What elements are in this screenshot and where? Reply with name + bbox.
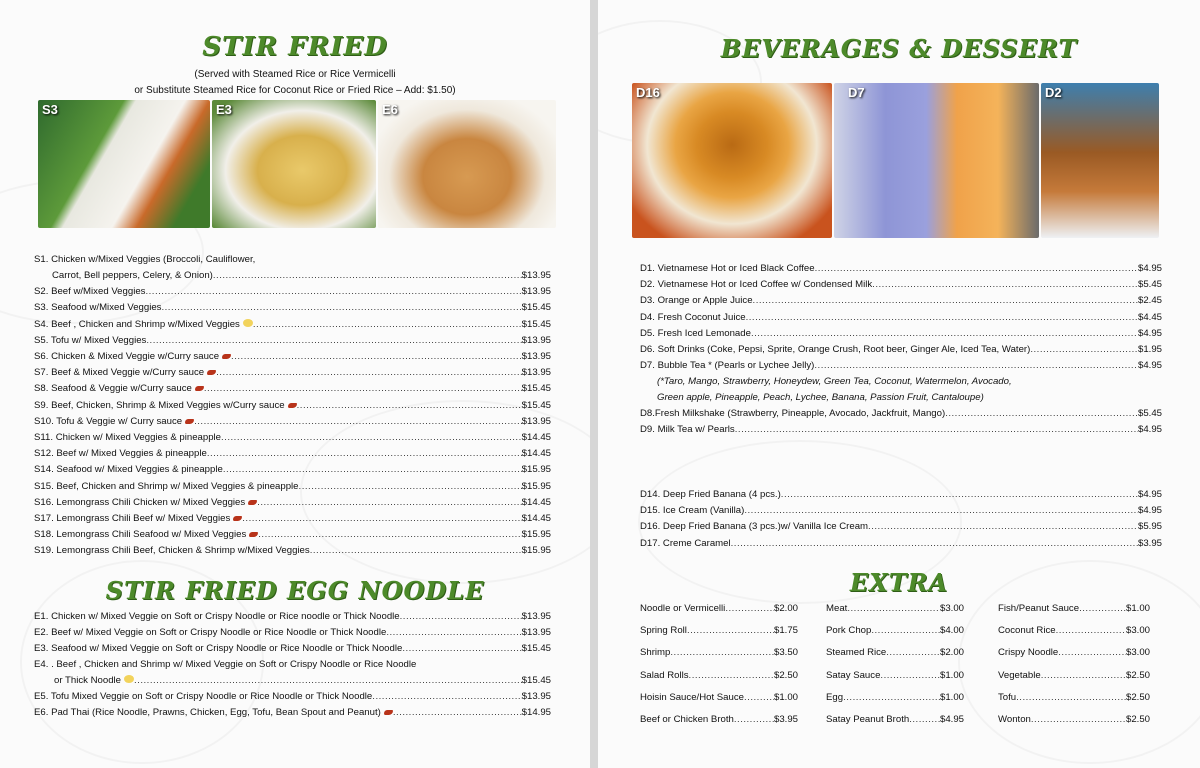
menu-item [640, 277, 1162, 293]
chili-spicy-icon [384, 710, 393, 715]
menu-item [34, 495, 551, 511]
item-price: $13.95 [521, 367, 551, 379]
item-name: S10. Tofu & Veggie w/ Curry sauce [34, 415, 183, 427]
menu-item [640, 536, 1162, 552]
item-price: $14.45 [521, 448, 551, 460]
dot-leader [1079, 601, 1126, 617]
item-price: $3.00 [1125, 647, 1150, 659]
item-price: $13.95 [521, 270, 551, 281]
dot-leader [725, 601, 774, 617]
dot-leader [843, 690, 940, 706]
item-price: $14.45 [521, 496, 551, 508]
menu-item [34, 349, 551, 365]
item-name: S4. Beef , Chicken and Shrimp w/Mixed Veggies [34, 318, 240, 330]
item-price: $3.00 [1125, 625, 1150, 637]
menu-item [34, 705, 551, 721]
item-price: $2.50 [773, 669, 798, 681]
item-price: $1.95 [1137, 344, 1162, 355]
item-price: $13.95 [521, 286, 551, 298]
item-name: E3. Seafood w/ Mixed Veggie on Soft or Crispy Noodle or Rice Noodle or Thick Noodle [34, 643, 403, 655]
item-name: D14. Deep Fried Banana (4 pcs.) [640, 489, 781, 500]
item-price: $4.95 [1137, 263, 1162, 274]
menu-item [54, 673, 551, 689]
chili-spicy-icon [207, 370, 216, 375]
item-price: $4.95 [1137, 489, 1162, 500]
menu-page-right [598, 0, 1200, 768]
item-price: $2.00 [773, 603, 798, 614]
menu-item [34, 381, 551, 397]
dot-leader [1058, 645, 1126, 661]
dot-leader [221, 430, 522, 446]
item-price: $1.00 [939, 691, 964, 703]
item-name: S3. Seafood w/Mixed Veggies [34, 302, 162, 314]
item-name: Satay Peanut Broth [826, 714, 910, 725]
item-name: D3. Orange or Apple Juice [640, 295, 753, 307]
item-name: Crispy Noodle [998, 647, 1059, 659]
dot-leader [731, 536, 1138, 552]
dish-photo-e6 [378, 100, 556, 228]
item-price: $4.00 [939, 625, 964, 637]
dot-leader [204, 381, 522, 397]
dot-leader [746, 310, 1138, 326]
extra-item [826, 645, 964, 661]
item-name: Beef or Chicken Broth [640, 714, 734, 725]
item-price: $15.95 [521, 480, 551, 492]
menu-item [34, 479, 551, 495]
item-name: S18. Lemongrass Chili Seafood w/ Mixed Veggies [34, 529, 247, 541]
item-price: $15.95 [521, 464, 551, 476]
item-price: $15.45 [521, 318, 551, 330]
item-name: D4. Fresh Coconut Juice [640, 311, 746, 323]
extra-item [640, 668, 798, 684]
dish-photo-s3 [38, 100, 210, 228]
bubble-tea-flavors-1: (*Taro, Mango, Strawberry, Honeydew, Green Tea, Coconut, Watermelon, Avocado, [657, 376, 1012, 387]
dot-leader [1031, 712, 1126, 728]
extra-item [998, 668, 1150, 684]
item-price: $1.00 [1125, 603, 1150, 614]
item-price: $3.95 [1137, 537, 1162, 549]
dot-leader [945, 406, 1138, 422]
item-name: Egg [826, 691, 844, 703]
menu-item [640, 406, 1162, 422]
item-price: $2.50 [1125, 691, 1150, 703]
item-name: D16. Deep Fried Banana (3 pcs.)w/ Vanilla Ice Cream [640, 521, 869, 533]
bubble-tea-flavors-2: Green apple, Pineapple, Peach, Lychee, Banana, Passion Fruit, Cantaloupe) [657, 392, 984, 403]
item-price: $4.95 [939, 714, 964, 725]
dot-leader [1041, 668, 1126, 684]
item-name: S6. Chicken & Mixed Veggie w/Curry sauce [34, 351, 220, 362]
item-price: $13.95 [521, 334, 551, 346]
chili-spicy-icon [195, 386, 204, 391]
dot-leader [299, 479, 522, 495]
item-name: Salad Rolls [640, 669, 689, 681]
dot-leader [297, 398, 522, 414]
item-name: E6. Pad Thai (Rice Noodle, Prawns, Chicken, Egg, Tofu, Bean Spout and Peanut) [34, 707, 381, 719]
menu-item [34, 430, 551, 446]
smiley-icon [124, 675, 134, 683]
item-name: E2. Beef w/ Mixed Veggie on Soft or Crispy Noodle or Rice Noodle or Thick Noodle [34, 627, 387, 639]
menu-item [34, 284, 551, 300]
item-name: D6. Soft Drinks (Coke, Pepsi, Sprite, Orange Crush, Root beer, Ginger Ale, Iced Tea, Water) [640, 344, 1031, 355]
menu-item [640, 487, 1162, 503]
menu-item-e4-line1: E4. . Beef , Chicken and Shrimp w/ Mixed Veggie on Soft or Crispy Noodle or Rice Noodle [34, 659, 417, 670]
item-price: $2.00 [939, 647, 964, 659]
item-price: $15.45 [521, 383, 551, 395]
dot-leader [242, 511, 521, 527]
extra-heading: EXTRA [849, 568, 949, 597]
item-name: Satay Sauce [826, 669, 881, 681]
extra-item [640, 601, 798, 617]
photo-label: D16 [636, 85, 660, 100]
item-name: Hoisin Sauce/Hot Sauce [640, 691, 744, 703]
item-name: S5. Tofu w/ Mixed Veggies [34, 334, 147, 346]
item-price: $15.95 [521, 545, 551, 557]
item-name: S12. Beef w/ Mixed Veggies & pineapple [34, 448, 207, 460]
menu-item [34, 625, 551, 641]
dot-leader [213, 268, 522, 284]
item-name: E5. Tofu Mixed Veggie on Soft or Crispy Noodle or Rice Noodle or Thick Noodle [34, 691, 373, 703]
photo-label: S3 [42, 102, 58, 117]
menu-item [34, 414, 551, 430]
dot-leader [310, 543, 522, 559]
item-price: $4.95 [1137, 360, 1162, 372]
extra-item [826, 668, 964, 684]
beverages-heading: BEVERAGES & DESSERT [720, 34, 1078, 63]
item-name: Tofu [998, 691, 1017, 703]
stir-fried-subtitle-2: or Substitute Steamed Rice for Coconut Rice or Fried Rice – Add: $1.50) [134, 85, 456, 96]
item-name: S11. Chicken w/ Mixed Veggies & pineapple [34, 432, 222, 443]
item-price: $4.95 [1137, 327, 1162, 339]
item-name: S17. Lemongrass Chili Beef w/ Mixed Veggies [34, 513, 231, 524]
photo-label: D7 [848, 85, 865, 100]
dot-leader [880, 668, 940, 684]
item-price: $3.00 [939, 603, 964, 614]
dot-leader [670, 645, 774, 661]
item-price: $1.00 [939, 669, 964, 681]
dot-leader [253, 317, 522, 333]
item-name: Noodle or Vermicelli [640, 603, 726, 614]
menu-item [640, 503, 1162, 519]
dot-leader [744, 690, 774, 706]
item-price: $5.95 [1137, 521, 1162, 533]
item-price: $4.95 [1137, 424, 1162, 436]
menu-item [34, 333, 551, 349]
item-price: $14.45 [521, 432, 551, 443]
dot-leader [400, 609, 522, 625]
item-name: Vegetable [998, 669, 1041, 681]
chili-spicy-icon [288, 403, 297, 408]
item-price: $3.50 [773, 647, 798, 659]
menu-item [34, 641, 551, 657]
dot-leader [194, 414, 522, 430]
extra-item [998, 645, 1150, 661]
item-price: $14.95 [521, 707, 551, 719]
item-name: S2. Beef w/Mixed Veggies [34, 286, 146, 298]
dot-leader [751, 326, 1138, 342]
menu-item [640, 519, 1162, 535]
item-name: Pork Chop [826, 625, 872, 637]
dot-leader [886, 645, 940, 661]
item-price: $13.95 [521, 627, 551, 639]
dot-leader [687, 623, 774, 639]
menu-item [34, 462, 551, 478]
smiley-icon [243, 319, 253, 327]
menu-item [34, 609, 551, 625]
item-name: Wonton [998, 714, 1031, 725]
stir-fried-heading: STIR FRIED [202, 32, 388, 62]
dot-leader [735, 422, 1138, 438]
menu-item [34, 689, 551, 705]
menu-page-left [0, 0, 590, 768]
dot-leader [872, 277, 1138, 293]
photo-label: D2 [1045, 85, 1062, 100]
dot-leader [744, 503, 1138, 519]
dot-leader [753, 293, 1138, 309]
item-price: $15.45 [521, 399, 551, 411]
item-price: $14.45 [521, 513, 551, 524]
dot-leader [402, 641, 521, 657]
item-price: $4.95 [1137, 505, 1162, 517]
chili-spicy-icon [185, 419, 194, 424]
dot-leader [258, 527, 521, 543]
item-name: Carrot, Bell peppers, Celery, & Onion) [52, 270, 213, 281]
menu-item [640, 261, 1162, 277]
extra-item [826, 623, 964, 639]
extra-item [826, 601, 964, 617]
extra-item [640, 623, 798, 639]
dot-leader [386, 625, 521, 641]
item-name: D2. Vietnamese Hot or Iced Coffee w/ Condensed Milk [640, 279, 873, 291]
item-price: $13.95 [521, 415, 551, 427]
dot-leader [909, 712, 940, 728]
menu-item [34, 365, 551, 381]
item-name: S16. Lemongrass Chili Chicken w/ Mixed Veggies [34, 496, 246, 508]
dot-leader [145, 284, 521, 300]
dot-leader [393, 705, 522, 721]
dot-leader [734, 712, 774, 728]
item-price: $4.45 [1137, 311, 1162, 323]
item-name: D5. Fresh Iced Lemonade [640, 327, 751, 339]
dot-leader [1056, 623, 1126, 639]
chili-spicy-icon [233, 516, 242, 521]
dot-leader [847, 601, 940, 617]
item-price: $1.00 [773, 691, 798, 703]
item-price: $5.45 [1137, 408, 1162, 419]
dot-leader [1030, 342, 1138, 358]
menu-item [34, 511, 551, 527]
item-price: $15.45 [521, 643, 551, 655]
item-name: S8. Seafood & Veggie w/Curry sauce [34, 383, 192, 395]
dot-leader [146, 333, 521, 349]
menu-item [640, 342, 1162, 358]
item-name: Fish/Peanut Sauce [998, 603, 1080, 614]
extra-item [640, 645, 798, 661]
extra-item [998, 623, 1150, 639]
item-name: S9. Beef, Chicken, Shrimp & Mixed Veggies w/Curry sauce [34, 399, 285, 411]
dot-leader [134, 673, 522, 689]
dot-leader [207, 446, 522, 462]
drink-photo-d7 [834, 83, 1039, 238]
dessert-photo-d16 [632, 83, 832, 238]
photo-label: E6 [382, 102, 398, 117]
menu-item [34, 527, 551, 543]
item-name: D15. Ice Cream (Vanilla) [640, 505, 745, 517]
dot-leader [1016, 690, 1126, 706]
item-price: $13.95 [521, 351, 551, 362]
item-price: $1.75 [773, 625, 798, 637]
extra-item [998, 601, 1150, 617]
item-name: Meat [826, 603, 848, 614]
item-name: D7. Bubble Tea * (Pearls or Lychee Jelly) [640, 360, 815, 372]
menu-item-s1-line1: S1. Chicken w/Mixed Veggies (Broccoli, Cauliflower, [34, 254, 256, 265]
item-price: $3.95 [773, 714, 798, 725]
dot-leader [372, 689, 521, 705]
menu-item [640, 310, 1162, 326]
photo-label: E3 [216, 102, 232, 117]
menu-item [640, 358, 1162, 374]
menu-item [34, 446, 551, 462]
item-name: D9. Milk Tea w/ Pearls [640, 424, 735, 436]
egg-noodle-heading: STIR FRIED EGG NOODLE [105, 576, 485, 605]
item-name: Steamed Rice [826, 647, 887, 659]
stir-fried-subtitle-1: (Served with Steamed Rice or Rice Vermicelli [194, 69, 396, 80]
item-price: $13.95 [521, 691, 551, 703]
chili-spicy-icon [249, 532, 258, 537]
menu-item [34, 300, 551, 316]
dot-leader [216, 365, 522, 381]
chili-spicy-icon [222, 354, 231, 359]
item-price: $2.50 [1125, 714, 1150, 725]
extra-item [826, 690, 964, 706]
dot-leader [871, 623, 940, 639]
extra-item [640, 712, 798, 728]
item-price: $13.95 [521, 611, 551, 622]
item-name: or Thick Noodle [54, 675, 122, 686]
item-price: $5.45 [1137, 279, 1162, 291]
drink-photo-d2 [1041, 83, 1159, 238]
dot-leader [231, 349, 522, 365]
dot-leader [161, 300, 521, 316]
item-name: S7. Beef & Mixed Veggie w/Curry sauce [34, 367, 205, 379]
item-name: Coconut Rice [998, 625, 1056, 637]
item-name: D17. Creme Caramel [640, 537, 731, 549]
menu-item [640, 326, 1162, 342]
dot-leader [781, 487, 1138, 503]
dot-leader [868, 519, 1138, 535]
extra-item [998, 690, 1150, 706]
chili-spicy-icon [248, 500, 257, 505]
menu-item [640, 293, 1162, 309]
item-price: $15.45 [521, 675, 551, 686]
menu-item [640, 422, 1162, 438]
menu-item [52, 268, 551, 284]
dot-leader [689, 668, 774, 684]
dish-photo-e3 [212, 100, 376, 228]
item-name: Spring Roll [640, 625, 687, 637]
extra-item [826, 712, 964, 728]
menu-item [34, 317, 551, 333]
item-price: $15.45 [521, 302, 551, 314]
item-name: S14. Seafood w/ Mixed Veggies & pineapple [34, 464, 223, 476]
menu-item [34, 398, 551, 414]
item-price: $15.95 [521, 529, 551, 541]
dot-leader [223, 462, 522, 478]
extra-item [640, 690, 798, 706]
item-price: $2.45 [1137, 295, 1162, 307]
dot-leader [257, 495, 521, 511]
item-name: S19. Lemongrass Chili Beef, Chicken & Shrimp w/Mixed Veggies [34, 545, 310, 557]
item-price: $2.50 [1125, 669, 1150, 681]
extra-item [998, 712, 1150, 728]
item-name: E1. Chicken w/ Mixed Veggie on Soft or Crispy Noodle or Rice noodle or Thick Noodle [34, 611, 400, 622]
item-name: D8.Fresh Milkshake (Strawberry, Pineapple, Avocado, Jackfruit, Mango) [640, 408, 946, 419]
item-name: Shrimp [640, 647, 671, 659]
dot-leader [815, 261, 1138, 277]
item-name: D1. Vietnamese Hot or Iced Black Coffee [640, 263, 815, 274]
menu-item [34, 543, 551, 559]
item-name: S15. Beef, Chicken and Shrimp w/ Mixed Veggies & pineapple [34, 480, 299, 492]
dot-leader [814, 358, 1138, 374]
